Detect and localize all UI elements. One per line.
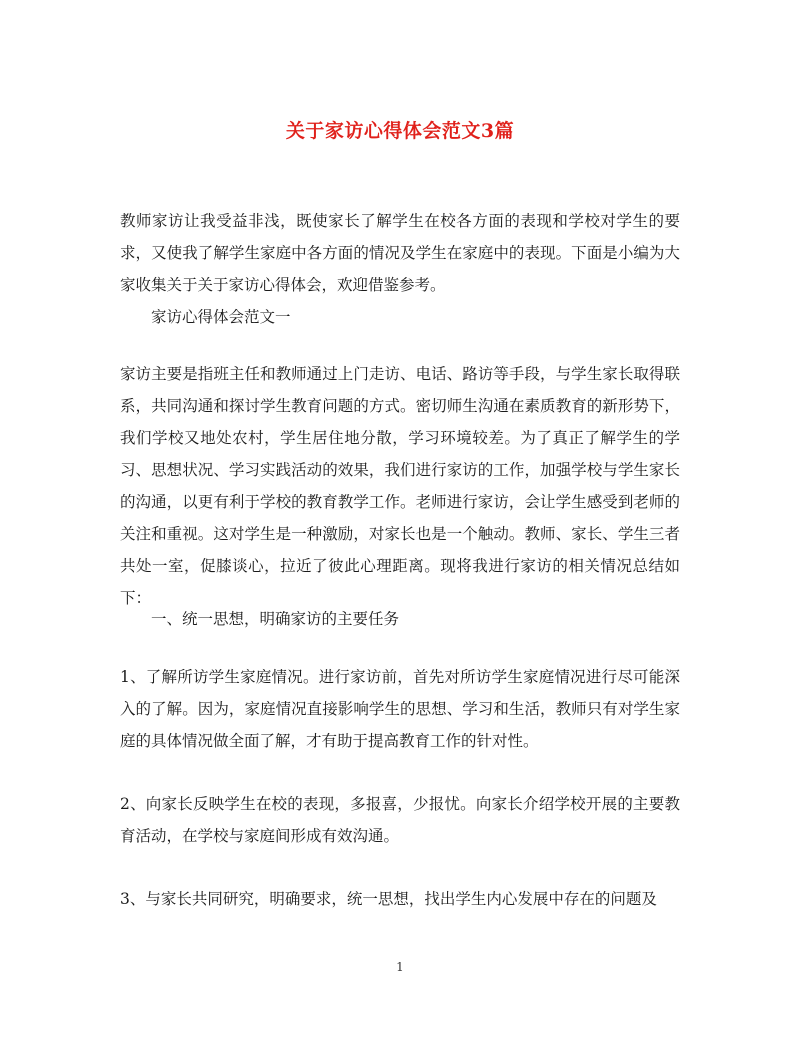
list-item-3: 3、与家长共同研究，明确要求，统一思想，找出学生内心发展中存在的问题及 (120, 890, 657, 908)
subheading-1: 一、统一思想，明确家访的主要任务 (151, 610, 400, 628)
intro-paragraph: 教师家访让我受益非浅，既使家长了解学生在校各方面的表现和学校对学生的要求，又使我了解学生家庭中各方面的情况及学生在家庭中的表现。下面是小编为大家收集关于关于家访心得体会，欢迎借鉴参考。 (120, 212, 680, 294)
list-item-1: 1、了解所访学生家庭情况。进行家访前，首先对所访学生家庭情况进行尽可能深入的了解。因为，家庭情况直接影响学生的思想、学习和生活，教师只有对学生家庭的具体情况做全面了解，才有助于提高教育工作的针对性。 (120, 668, 680, 750)
page-number: 1 (396, 960, 404, 974)
list-item-2: 2、向家长反映学生在校的表现，多报喜，少报忧。向家长介绍学校开展的主要教育活动，在学校与家庭间形成有效沟通。 (120, 795, 680, 845)
section-heading: 家访心得体会范文一 (151, 308, 291, 326)
body-paragraph-1: 家访主要是指班主任和教师通过上门走访、电话、路访等手段，与学生家长取得联系，共同沟通和探讨学生教育问题的方式。密切师生沟通在素质教育的新形势下，我们学校又地处农村，学生居住地分散，学习环境较差。为了真正了解学生的学习、思想状况、学习实践活动的效果，我们进行家访的工作，加强学校与学生家长的沟通，以更有利于学校的教育教学工作。老师进行家访，会让学生感受到老师的关注和重视。这对学生是一种激励，对家长也是一个触动。教师、家长、学生三者共处一室，促膝谈心，拉近了彼此心理距离。现将我进行家访的相关情况总结如下： (120, 365, 680, 607)
document-title: 关于家访心得体会范文3篇 (285, 120, 515, 142)
